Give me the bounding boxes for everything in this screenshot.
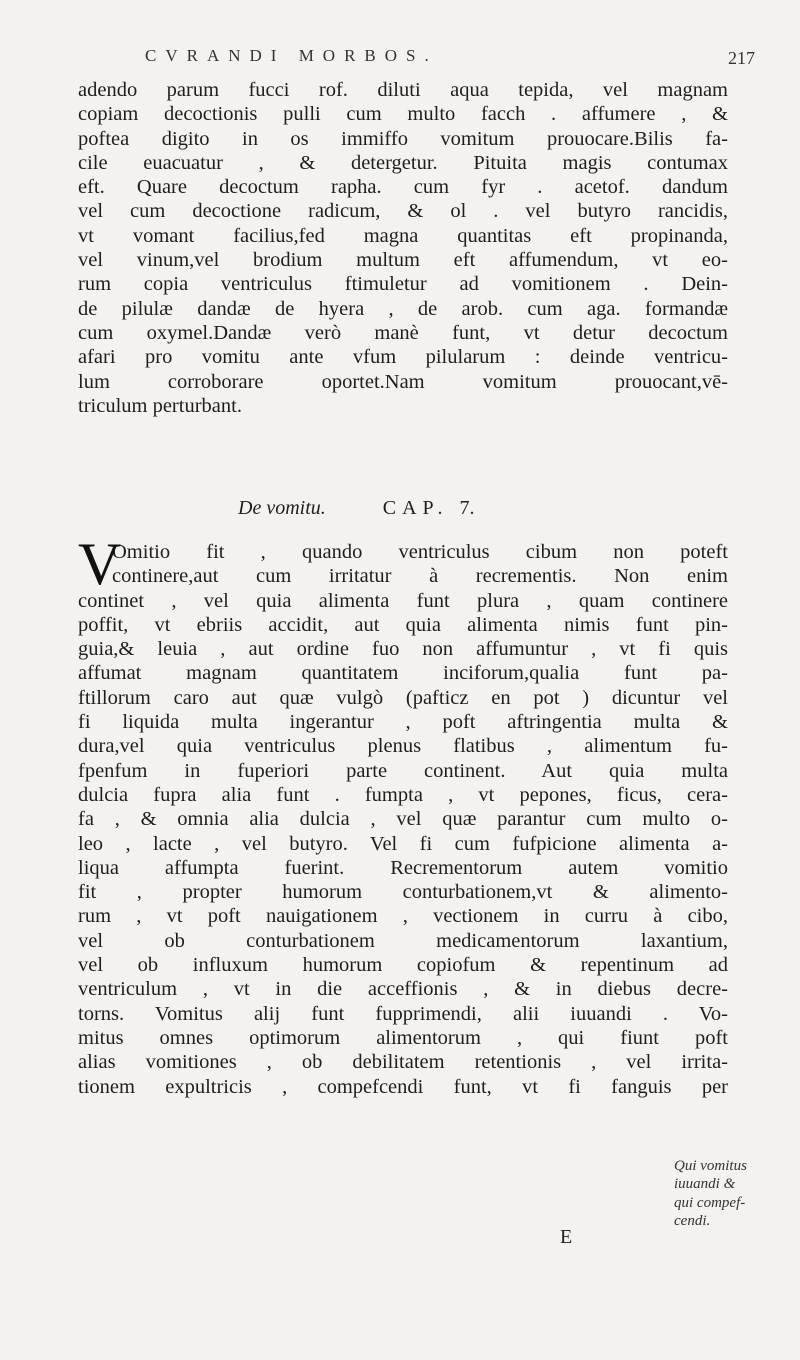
text-line: mitus omnes optimorum alimentorum , qui fiunt poft bbox=[78, 1026, 728, 1049]
drop-cap: V bbox=[78, 531, 122, 597]
text-line: alias vomitiones , ob debilitatem retentionis , vel irrita- bbox=[78, 1051, 728, 1074]
margin-note bbox=[674, 1157, 784, 1230]
text-line: fa , & omnia alia dulcia , vel quæ parantur cum multo o- bbox=[78, 808, 728, 831]
text-line: vt vomant facilius,fed magna quantitas eft propinanda, bbox=[78, 224, 728, 247]
text-line: tionem expultricis , compefcendi funt, vt fi fanguis per bbox=[78, 1075, 728, 1098]
text-line: dulcia fupra alia funt . fumpta , vt pepones, ficus, cera- bbox=[78, 783, 728, 806]
text-line: fpenfum in fuperiori parte continent. Aut quia multa bbox=[78, 759, 728, 782]
text-line: torns. Vomitus alij funt fupprimendi, alii iuuandi . Vo- bbox=[78, 1002, 728, 1025]
text-line: vel cum decoctione radicum, & ol . vel butyro rancidis, bbox=[78, 200, 728, 223]
text-line: lum corroborare oportet.Nam vomitum prouocant,vē- bbox=[78, 370, 728, 393]
text-line: de pilulæ dandæ de hyera , de arob. cum aga. formandæ bbox=[78, 297, 728, 320]
chapter-heading bbox=[238, 497, 538, 520]
text-line: triculum perturbant. bbox=[78, 394, 242, 417]
text-line: poftea digito in os immiffo vomitum prouocare.Bilis fa- bbox=[78, 127, 728, 150]
text-line: affumat magnam quantitatem inciforum,qualia funt pa- bbox=[78, 662, 728, 685]
text-line: ventriculum , vt in die acceffionis , & in diebus decre- bbox=[78, 978, 728, 1001]
page-number: 217 bbox=[728, 48, 755, 68]
text-line: dura,vel quia ventriculus plenus flatibus , alimentum fu- bbox=[78, 735, 728, 758]
paragraph-2 bbox=[78, 531, 728, 1099]
text-line: eft. Quare decoctum rapha. cum fyr . acetof. dandum bbox=[78, 176, 728, 199]
text-line: fi liquida multa ingerantur , poft aftringentia multa & bbox=[78, 711, 728, 734]
text-line: guia,& leuia , aut ordine fuo non affumuntur , vt fi quis bbox=[78, 638, 728, 661]
text-line: vel vinum,vel brodium multum eft affumendum, vt eo- bbox=[78, 249, 728, 272]
text-line: ftillorum caro aut quæ vulgò (pafticz en pot ) dicuntur vel bbox=[78, 686, 728, 709]
text-line: copiam decoctionis pulli cum multo facch . affumere , & bbox=[78, 103, 728, 126]
text-line: rum copia ventriculus ftimuletur ad vomitionem . Dein- bbox=[78, 273, 728, 296]
text-line: cum oxymel.Dandæ verò manè funt, vt detur decoctum bbox=[78, 321, 728, 344]
signature-mark: E bbox=[560, 1226, 573, 1248]
text-line: cile euacuatur , & detergetur. Pituita magis contumax bbox=[78, 151, 728, 174]
text-line: leo , lacte , vel butyro. Vel fi cum fufpicione alimenta a- bbox=[78, 832, 728, 855]
text-line: poffit, vt ebriis accidit, aut quia alimenta nimis funt pin- bbox=[78, 613, 728, 636]
chapter-title: De vomitu. bbox=[238, 497, 326, 519]
text-line: vel ob influxum humorum copiofum & repentinum ad bbox=[78, 954, 728, 977]
chapter-number: 7. bbox=[459, 497, 475, 519]
margin-note-line: iuuandi & bbox=[674, 1176, 736, 1193]
text-line: adendo parum fucci rof. diluti aqua tepida, vel magnam bbox=[78, 79, 728, 101]
margin-note-line: cendi. bbox=[674, 1212, 711, 1229]
text-line: fit , propter humorum conturbationem,vt & alimento- bbox=[78, 881, 728, 904]
text-line: continere,aut cum irritatur à recrementis. Non enim bbox=[112, 565, 728, 588]
margin-note-line: Qui vomitus bbox=[674, 1158, 747, 1174]
chapter-cap-label: CAP. bbox=[382, 497, 449, 519]
paragraph-1 bbox=[78, 78, 728, 418]
text-line: liqua affumpta fuerint. Recrementorum autem vomitio bbox=[78, 856, 728, 879]
running-head: CVRANDI MORBOS. bbox=[145, 46, 438, 65]
text-line: Omitio fit , quando ventriculus cibum non poteft bbox=[112, 541, 728, 563]
margin-note-line: qui compef- bbox=[674, 1194, 746, 1211]
text-line: rum , vt poft nauigationem , vectionem in curru à cibo, bbox=[78, 905, 728, 928]
text-line: vel ob conturbationem medicamentorum laxantium, bbox=[78, 929, 728, 952]
text-line: continet , vel quia alimenta funt plura , quam continere bbox=[78, 589, 728, 612]
text-line: afari pro vomitu ante vfum pilularum : deinde ventricu- bbox=[78, 346, 728, 369]
